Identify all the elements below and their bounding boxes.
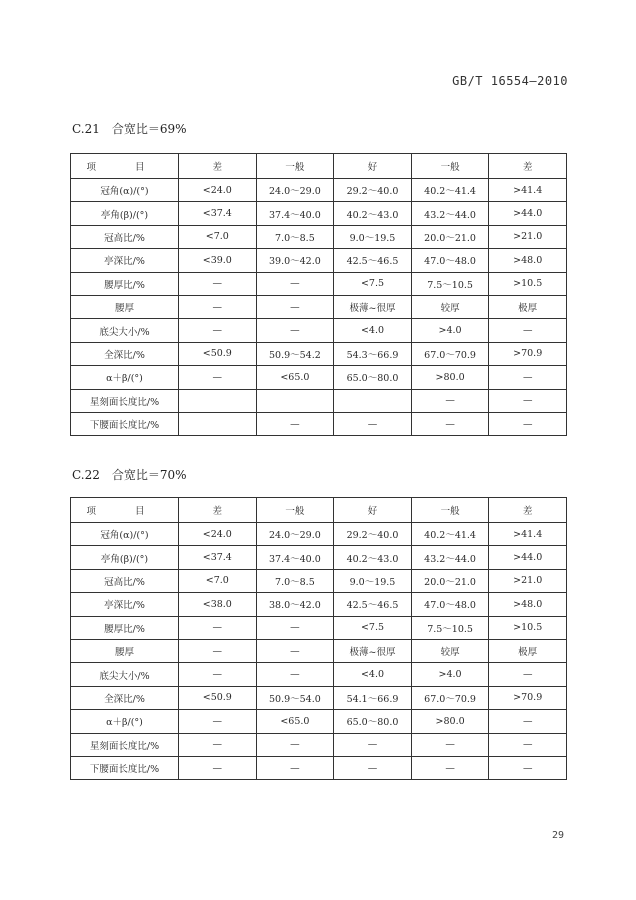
row-label-cell: 全深比/% — [71, 686, 179, 709]
table-row — [71, 686, 567, 709]
standard-number: GB/T 16554—2010 — [452, 74, 568, 88]
value-cell: 较厚 — [411, 295, 489, 318]
value-cell: — — [179, 295, 257, 318]
table-row — [71, 733, 567, 756]
value-cell: 67.0～70.9 — [411, 686, 489, 709]
value-cell: — — [411, 389, 489, 412]
column-header-grade: 一般 — [256, 154, 334, 179]
value-cell: 9.0～19.5 — [334, 225, 412, 248]
table-row — [71, 412, 567, 435]
value-cell: — — [179, 639, 257, 662]
value-cell: 47.0～48.0 — [411, 593, 489, 616]
row-label-cell: 腰厚 — [71, 295, 179, 318]
table-row — [71, 569, 567, 592]
column-header-grade: 差 — [489, 154, 567, 179]
section-number: C.22 — [72, 468, 100, 482]
value-cell: <65.0 — [256, 710, 334, 733]
value-cell: — — [256, 733, 334, 756]
row-label-cell: 腰厚比/% — [71, 272, 179, 295]
value-cell: 40.2～43.0 — [334, 202, 412, 225]
value-cell: — — [256, 756, 334, 779]
column-header-grade: 一般 — [411, 498, 489, 523]
value-cell: >48.0 — [489, 249, 567, 272]
value-cell: <7.0 — [179, 225, 257, 248]
row-label-cell: 腰厚比/% — [71, 616, 179, 639]
table-row — [71, 663, 567, 686]
value-cell: <7.5 — [334, 272, 412, 295]
value-cell: — — [489, 389, 567, 412]
value-cell — [334, 389, 412, 412]
value-cell: <50.9 — [179, 342, 257, 365]
table-row — [71, 342, 567, 365]
value-cell: 极厚 — [489, 639, 567, 662]
section-heading: 合宽比＝70% — [111, 468, 187, 482]
value-cell: 67.0～70.9 — [411, 342, 489, 365]
column-header-grade: 差 — [489, 498, 567, 523]
row-label-cell: 冠高比/% — [71, 569, 179, 592]
row-label-cell: 全深比/% — [71, 342, 179, 365]
row-label-cell: 冠角(α)/(°) — [71, 523, 179, 546]
row-label-cell: 下腰面长度比/% — [71, 756, 179, 779]
value-cell: >70.9 — [489, 686, 567, 709]
section-title-c22 — [72, 466, 187, 483]
value-cell: 9.0～19.5 — [334, 569, 412, 592]
value-cell: — — [489, 366, 567, 389]
value-cell: <38.0 — [179, 593, 257, 616]
row-label-cell: 亭角(β)/(°) — [71, 202, 179, 225]
value-cell: 50.9～54.2 — [256, 342, 334, 365]
value-cell: 极薄~很厚 — [334, 295, 412, 318]
value-cell: — — [411, 733, 489, 756]
value-cell — [179, 412, 257, 435]
row-label-cell: α＋β/(°) — [71, 710, 179, 733]
value-cell: 40.2～41.4 — [411, 523, 489, 546]
value-cell: <7.0 — [179, 569, 257, 592]
value-cell: 20.0～21.0 — [411, 225, 489, 248]
table-row — [71, 523, 567, 546]
value-cell: >10.5 — [489, 272, 567, 295]
value-cell: >41.4 — [489, 179, 567, 202]
value-cell: 极厚 — [489, 295, 567, 318]
value-cell: 20.0～21.0 — [411, 569, 489, 592]
value-cell: 40.2～41.4 — [411, 179, 489, 202]
value-cell: >10.5 — [489, 616, 567, 639]
value-cell: 39.0～42.0 — [256, 249, 334, 272]
value-cell: — — [256, 295, 334, 318]
value-cell: 43.2～44.0 — [411, 546, 489, 569]
value-cell: >21.0 — [489, 569, 567, 592]
value-cell: — — [411, 412, 489, 435]
table-row — [71, 249, 567, 272]
table-row — [71, 756, 567, 779]
table-row — [71, 272, 567, 295]
grading-table-c21 — [70, 153, 567, 436]
section-heading: 合宽比＝69% — [111, 122, 187, 136]
value-cell: 65.0～80.0 — [334, 710, 412, 733]
value-cell: <7.5 — [334, 616, 412, 639]
section-number: C.21 — [72, 122, 100, 136]
table-row — [71, 616, 567, 639]
value-cell: >44.0 — [489, 546, 567, 569]
value-cell: 65.0～80.0 — [334, 366, 412, 389]
row-label-cell: 星刻面长度比/% — [71, 389, 179, 412]
value-cell — [179, 389, 257, 412]
value-cell: — — [256, 663, 334, 686]
value-cell: 7.0～8.5 — [256, 225, 334, 248]
value-cell: 42.5～46.5 — [334, 249, 412, 272]
value-cell: <50.9 — [179, 686, 257, 709]
value-cell: — — [489, 733, 567, 756]
value-cell: — — [179, 663, 257, 686]
page-number: 29 — [551, 830, 564, 841]
value-cell: — — [256, 639, 334, 662]
value-cell: — — [179, 710, 257, 733]
column-header-grade: 一般 — [411, 154, 489, 179]
value-cell: — — [489, 756, 567, 779]
row-label-cell: 星刻面长度比/% — [71, 733, 179, 756]
column-header-grade: 一般 — [256, 498, 334, 523]
table-header-row — [71, 154, 567, 179]
column-header-grade: 好 — [334, 154, 412, 179]
table-row — [71, 202, 567, 225]
value-cell: 24.0～29.0 — [256, 523, 334, 546]
value-cell: <24.0 — [179, 523, 257, 546]
column-header-grade: 差 — [179, 154, 257, 179]
table-row — [71, 546, 567, 569]
table-row — [71, 319, 567, 342]
row-label-cell: 亭角(β)/(°) — [71, 546, 179, 569]
row-label-cell: 冠角(α)/(°) — [71, 179, 179, 202]
grading-table-c22 — [70, 497, 567, 780]
row-label-cell: 底尖大小/% — [71, 319, 179, 342]
value-cell: >4.0 — [411, 663, 489, 686]
value-cell: 7.0～8.5 — [256, 569, 334, 592]
value-cell: <65.0 — [256, 366, 334, 389]
value-cell: >44.0 — [489, 202, 567, 225]
value-cell: 50.9～54.0 — [256, 686, 334, 709]
value-cell: — — [334, 412, 412, 435]
value-cell: 37.4～40.0 — [256, 202, 334, 225]
value-cell: 37.4～40.0 — [256, 546, 334, 569]
value-cell: 7.5～10.5 — [411, 616, 489, 639]
value-cell: >80.0 — [411, 710, 489, 733]
value-cell: 54.3～66.9 — [334, 342, 412, 365]
value-cell: — — [489, 412, 567, 435]
value-cell: 极薄~很厚 — [334, 639, 412, 662]
value-cell: <39.0 — [179, 249, 257, 272]
value-cell: — — [489, 663, 567, 686]
value-cell: >48.0 — [489, 593, 567, 616]
column-header-item: 项 目 — [71, 154, 179, 179]
value-cell: — — [256, 616, 334, 639]
value-cell: — — [489, 710, 567, 733]
value-cell: >41.4 — [489, 523, 567, 546]
value-cell: — — [256, 272, 334, 295]
value-cell: 43.2～44.0 — [411, 202, 489, 225]
value-cell: 42.5～46.5 — [334, 593, 412, 616]
value-cell: 较厚 — [411, 639, 489, 662]
value-cell: <37.4 — [179, 546, 257, 569]
value-cell: — — [256, 319, 334, 342]
table-row — [71, 639, 567, 662]
value-cell: >21.0 — [489, 225, 567, 248]
value-cell: >80.0 — [411, 366, 489, 389]
value-cell: 7.5～10.5 — [411, 272, 489, 295]
value-cell: — — [179, 366, 257, 389]
value-cell: 29.2～40.0 — [334, 523, 412, 546]
value-cell: — — [411, 756, 489, 779]
row-label-cell: 亭深比/% — [71, 593, 179, 616]
column-header-grade: 差 — [179, 498, 257, 523]
value-cell: 47.0～48.0 — [411, 249, 489, 272]
row-label-cell: 冠高比/% — [71, 225, 179, 248]
value-cell: — — [334, 733, 412, 756]
value-cell: — — [256, 412, 334, 435]
table-row — [71, 366, 567, 389]
row-label-cell: 腰厚 — [71, 639, 179, 662]
value-cell: — — [179, 272, 257, 295]
value-cell: — — [179, 733, 257, 756]
value-cell: — — [179, 319, 257, 342]
value-cell: — — [334, 756, 412, 779]
value-cell: — — [179, 756, 257, 779]
value-cell: >4.0 — [411, 319, 489, 342]
table-row — [71, 295, 567, 318]
table-row — [71, 593, 567, 616]
column-header-item: 项 目 — [71, 498, 179, 523]
value-cell: <24.0 — [179, 179, 257, 202]
table-row — [71, 710, 567, 733]
row-label-cell: 下腰面长度比/% — [71, 412, 179, 435]
row-label-cell: α＋β/(°) — [71, 366, 179, 389]
value-cell: 38.0～42.0 — [256, 593, 334, 616]
value-cell: <37.4 — [179, 202, 257, 225]
value-cell: <4.0 — [334, 663, 412, 686]
value-cell: 40.2～43.0 — [334, 546, 412, 569]
value-cell — [256, 389, 334, 412]
row-label-cell: 底尖大小/% — [71, 663, 179, 686]
table-row — [71, 389, 567, 412]
table-row — [71, 179, 567, 202]
row-label-cell: 亭深比/% — [71, 249, 179, 272]
value-cell: — — [179, 616, 257, 639]
value-cell: 29.2～40.0 — [334, 179, 412, 202]
value-cell: — — [489, 319, 567, 342]
section-title-c21 — [72, 120, 187, 137]
value-cell: 54.1～66.9 — [334, 686, 412, 709]
table-row — [71, 225, 567, 248]
value-cell: >70.9 — [489, 342, 567, 365]
value-cell: <4.0 — [334, 319, 412, 342]
value-cell: 24.0～29.0 — [256, 179, 334, 202]
column-header-grade: 好 — [334, 498, 412, 523]
table-header-row — [71, 498, 567, 523]
